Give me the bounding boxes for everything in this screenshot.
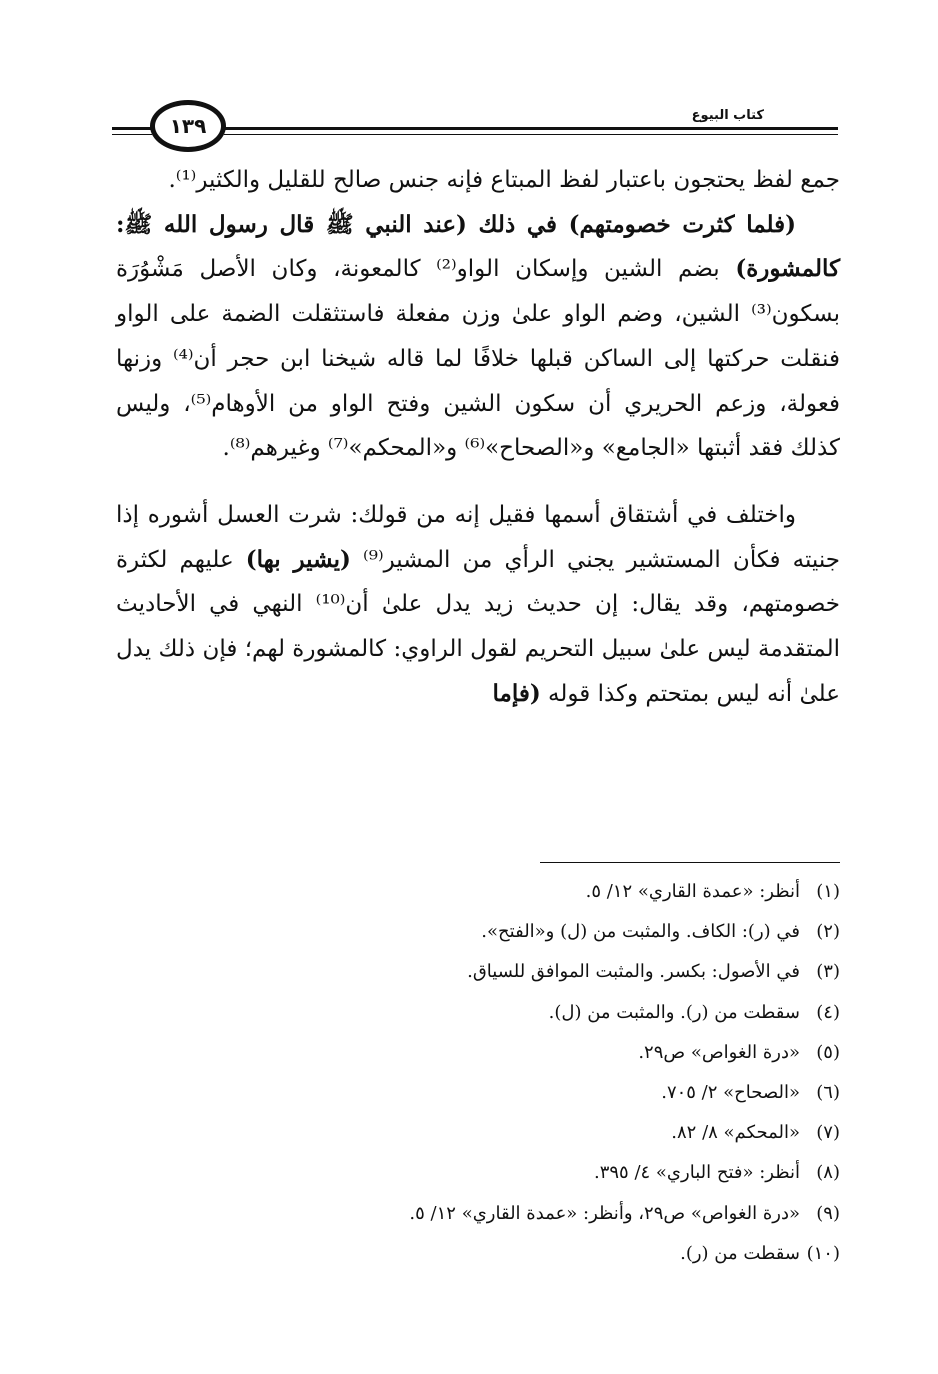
footnote-text: «الصحاح» ٢/ ٧٠٥. (661, 1082, 800, 1104)
footnote-number: (١) (816, 881, 840, 902)
footnote-text: «درة الغواص» ص٢٩، وأنظر: «عمدة القاري» ١٢/ ٥. (409, 1202, 800, 1224)
footnote-text: «درة الغواص» ص٢٩. (638, 1041, 800, 1063)
paragraph-3-bold-1: (يشير بها) (245, 545, 351, 573)
paragraph-1: جمع لفظ يحتجون باعتبار لفظ المبتاع فإنه جنس صالح للقليل والكثير⁽¹⁾. (168, 167, 840, 193)
footnote-number: (١٠) (806, 1242, 840, 1264)
footnote-text: سقطت من (ر). (680, 1242, 800, 1264)
footnote-number: (٦) (816, 1082, 840, 1104)
header-rule-left (112, 127, 152, 130)
footnote-text: أنظر: «عمدة القاري» ١٢/ ٥. (585, 881, 800, 902)
main-text (116, 158, 840, 716)
footnote-number: (٥) (816, 1041, 840, 1063)
footnote-item (116, 952, 840, 992)
paragraph-2-text: بضم الشين وإسكان الواو⁽²⁾ كالمعونة، وكان الأصل مَشْوُرَة بسكون⁽³⁾ الشين، وضم الواو علىٰ وزن مفعلة فاستثقلت الضمة على الواو فنقلت حركتها إلى الساكن قبلها خلافًا لما قاله شيخنا ابن حجر أن⁽⁴⁾ وزنها فعولة، وزعم الحريري أن سكون الشين وفتح الواو من الأوهام⁽⁵⁾، وليس كذلك فقد أثبتها «الجامع» و«الصحاح»⁽⁶⁾ و«المحكم»⁽⁷⁾ وغيرهم⁽⁸⁾. (116, 256, 840, 462)
footnote-text: في الأصول: بكسر. والمثبت الموافق للسياق. (467, 961, 800, 983)
paragraph-2 (116, 203, 840, 471)
footnote-item (116, 872, 840, 912)
footnote-text: أنظر: «فتح الباري» ٤/ ٣٩٥. (593, 1162, 800, 1184)
footnote-item (116, 1194, 840, 1234)
page-header (112, 98, 838, 156)
footnote-item (116, 1234, 840, 1274)
footnote-text: «المحكم» ٨/ ٨٢. (671, 1122, 800, 1144)
header-rule-right-thin (224, 134, 838, 135)
footnote-number: (٧) (816, 1122, 840, 1144)
paragraph-2-bold: (فلما كثرت خصومتهم) في ذلك (عند النبي ﷺ قال رسول الله ﷺ: كالمشورة) (116, 210, 841, 283)
footnote-separator (540, 862, 840, 863)
footnote-item (116, 1113, 840, 1153)
footnote-item (116, 912, 840, 952)
header-rule-right (224, 127, 838, 130)
footnote-item (116, 1153, 840, 1193)
paragraph-3 (116, 493, 840, 717)
footnote-number: (٨) (816, 1162, 840, 1184)
footnote-text: في (ر): الكاف. والمثبت من (ل) و«الفتح». (481, 921, 800, 943)
footnote-number: (٩) (816, 1202, 840, 1224)
footnote-text: سقطت من (ر). والمثبت من (ل). (548, 1001, 800, 1023)
footnote-number: (٢) (816, 921, 840, 943)
paragraph-3-text-b: عليهم لكثرة خصومتهم، وقد يقال: إن حديث زيد يدل علىٰ أن⁽¹⁰⁾ النهي في الأحاديث المتقدمة ليس علىٰ سبيل التحريم لقول الراوي: كالمشورة لهم؛ فإن ذلك يدل علىٰ أنه ليس بمتحتم وكذا قوله (116, 546, 840, 707)
header-rule-left-thin (112, 134, 152, 135)
footnote-item (116, 993, 840, 1033)
paragraph-3-bold-2: (فإما (492, 679, 541, 707)
paragraph-3-text-a: واختلف في أشتقاق أسمها فقيل إنه من قولك: شرت العسل أشوره إذا جنيته فكأن المستشير يجني الرأي من المشير⁽⁹⁾ (116, 501, 841, 573)
footnote-number: (٤) (816, 1001, 840, 1023)
page-number: ١٣٩ (150, 100, 226, 152)
chapter-title: كتاب البيوع (686, 108, 770, 123)
footnote-item (116, 1033, 840, 1073)
footnotes (116, 872, 840, 1274)
footnote-item (116, 1073, 840, 1113)
footnote-number: (٣) (816, 961, 840, 983)
